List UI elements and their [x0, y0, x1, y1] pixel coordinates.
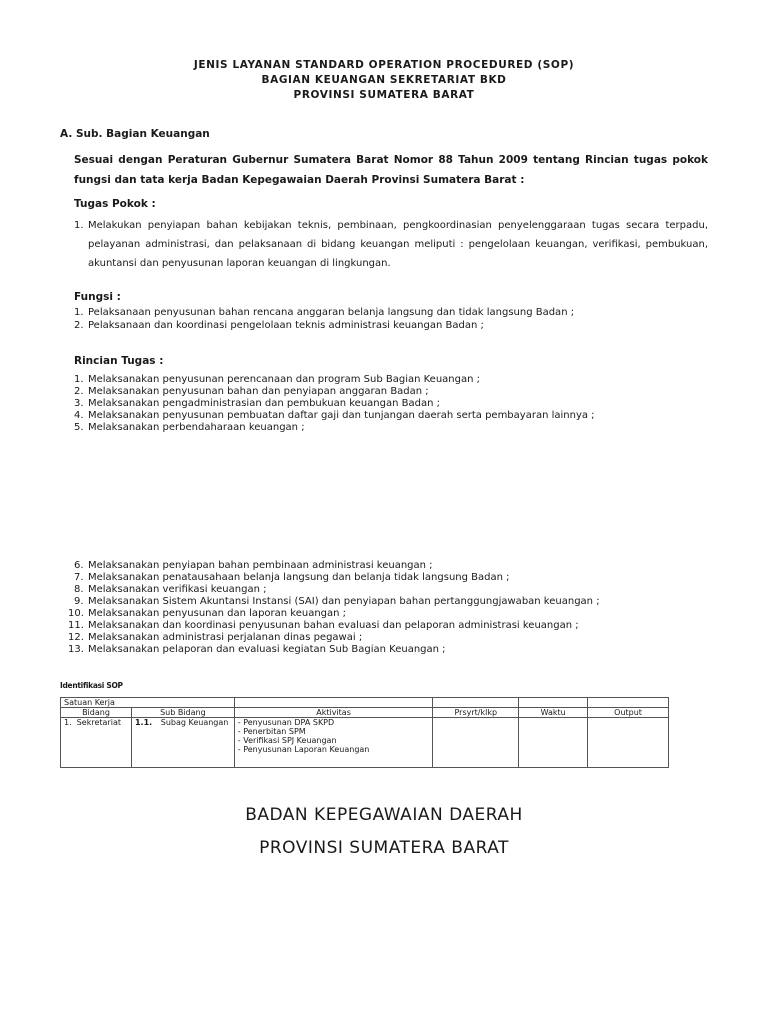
tugas-pokok-number: 1.	[74, 220, 84, 231]
rincian-item: Melaksanakan administrasi perjalanan dinas pegawai ;	[88, 632, 363, 643]
sub-bidang-label: Subag Keuangan	[160, 718, 229, 727]
rincian-number: 9.	[74, 596, 84, 607]
sub-bidang-number: 1.1.	[134, 718, 153, 727]
fungsi-number: 2.	[74, 320, 84, 331]
cell-output	[588, 718, 669, 768]
section-title: A. Sub. Bagian Keuangan	[60, 128, 210, 140]
table-cell	[519, 698, 588, 708]
rincian-number: 10.	[68, 608, 84, 619]
rincian-item: Melaksanakan dan koordinasi penyusunan bahan evaluasi dan pelaporan administrasi keuangan ;	[88, 620, 579, 631]
rincian-tugas-title: Rincian Tugas :	[74, 355, 164, 367]
table-row	[61, 718, 669, 768]
sop-table	[60, 697, 669, 768]
rincian-item: Melaksanakan penyiapan bahan pembinaan administrasi keuangan ;	[88, 560, 433, 571]
table-cell	[433, 698, 519, 708]
rincian-item: Melaksanakan penyusunan bahan dan penyiapan anggaran Badan ;	[88, 386, 429, 397]
rincian-number: 12.	[68, 632, 84, 643]
rincian-item: Melaksanakan penyusunan perencanaan dan program Sub Bagian Keuangan ;	[88, 374, 480, 385]
rincian-item: Melaksanakan Sistem Akuntansi Instansi (SAI) dan penyiapan bahan pertanggungjawaban keuangan ;	[88, 596, 600, 607]
cell-waktu	[519, 718, 588, 768]
column-header-waktu: Waktu	[519, 708, 588, 718]
tugas-pokok-title: Tugas Pokok :	[74, 198, 156, 210]
identifikasi-title: Identifikasi SOP	[60, 681, 123, 690]
aktivitas-item: - Penerbitan SPM	[237, 727, 306, 736]
rincian-number: 4.	[74, 410, 84, 421]
table-cell	[588, 698, 669, 708]
fungsi-title: Fungsi :	[74, 291, 121, 303]
aktivitas-item: - Penyusunan Laporan Keuangan	[237, 745, 370, 754]
rincian-item: Melaksanakan pengadministrasian dan pembukuan keuangan Badan ;	[88, 398, 440, 409]
rincian-number: 5.	[74, 422, 84, 433]
fungsi-number: 1.	[74, 307, 84, 318]
rincian-number: 3.	[74, 398, 84, 409]
rincian-item: Melaksanakan verifikasi keuangan ;	[88, 584, 267, 595]
table-header-row	[61, 708, 669, 718]
column-header-aktivitas: Aktivitas	[234, 708, 433, 718]
section-intro: Sesuai dengan Peraturan Gubernur Sumatera Barat Nomor 88 Tahun 2009 tentang Rincian tugas pokok fungsi dan tata kerja Badan Kepegawaian Daerah Provinsi Sumatera Barat :	[74, 154, 708, 186]
rincian-number: 8.	[74, 584, 84, 595]
rincian-number: 11.	[68, 620, 84, 631]
aktivitas-item: - Penyusunan DPA SKPD	[237, 718, 335, 727]
satuan-kerja-header: Satuan Kerja	[61, 698, 235, 708]
rincian-number: 6.	[74, 560, 84, 571]
aktivitas-item: - Verifikasi SPJ Keuangan	[237, 736, 337, 745]
column-header-sub-bidang: Sub Bidang	[131, 708, 234, 718]
footer-title-line-1: BADAN KEPEGAWAIAN DAERAH	[245, 805, 523, 825]
cell-bidang: 1. Sekretariat	[61, 718, 132, 768]
table-row	[61, 698, 669, 708]
column-header-prsyrt: Prsyrt/klkp	[433, 708, 519, 718]
rincian-number: 1.	[74, 374, 84, 385]
column-header-output: Output	[588, 708, 669, 718]
fungsi-item: Pelaksanaan penyusunan bahan rencana anggaran belanja langsung dan tidak langsung Badan ;	[88, 307, 575, 318]
doc-title-line-2: BAGIAN KEUANGAN SEKRETARIAT BKD	[261, 74, 507, 86]
cell-aktivitas	[234, 718, 433, 768]
fungsi-item: Pelaksanaan dan koordinasi pengelolaan teknis administrasi keuangan Badan ;	[88, 320, 484, 331]
rincian-item: Melaksanakan perbendaharaan keuangan ;	[88, 422, 305, 433]
column-header-bidang: Bidang	[61, 708, 132, 718]
doc-title-line-1: JENIS LAYANAN STANDARD OPERATION PROCEDURED (SOP)	[193, 59, 575, 71]
footer-title-line-2: PROVINSI SUMATERA BARAT	[259, 838, 509, 858]
cell-prsyrt	[433, 718, 519, 768]
rincian-item: Melaksanakan penyusunan pembuatan daftar gaji dan tunjangan daerah serta pembayaran lainnya ;	[88, 410, 595, 421]
rincian-item: Melaksanakan penatausahaan belanja langsung dan belanja tidak langsung Badan ;	[88, 572, 510, 583]
table-cell	[234, 698, 433, 708]
doc-title-line-3: PROVINSI SUMATERA BARAT	[293, 89, 475, 101]
rincian-number: 13.	[68, 644, 84, 655]
rincian-item: Melaksanakan pelaporan dan evaluasi kegiatan Sub Bagian Keuangan ;	[88, 644, 446, 655]
rincian-number: 7.	[74, 572, 84, 583]
rincian-number: 2.	[74, 386, 84, 397]
cell-sub-bidang	[131, 718, 234, 768]
tugas-pokok-item: Melakukan penyiapan bahan kebijakan teknis, pembinaan, pengkoordinasian penyelenggaraan tugas secara terpadu, pelayanan administrasi, dan pelaksanaan di bidang keuangan meliputi : pengelolaan keuangan, verifikasi, pembukuan, akuntansi dan penyusunan laporan keuangan di lingkungan.	[88, 220, 708, 269]
rincian-item: Melaksanakan penyusunan dan laporan keuangan ;	[88, 608, 347, 619]
